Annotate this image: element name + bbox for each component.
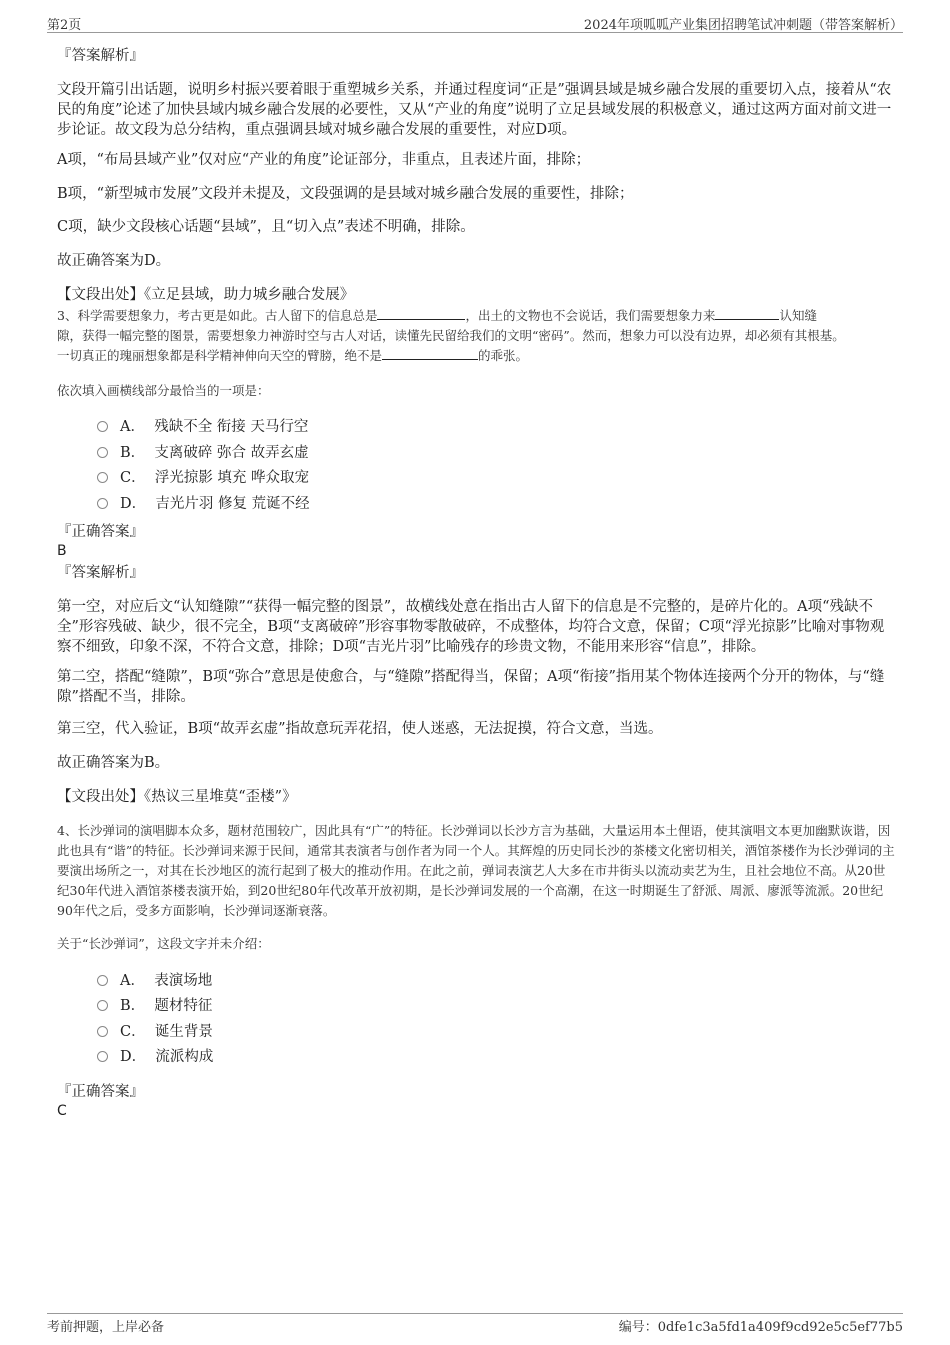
footer-serial: 编号：0dfe1c3a5fd1a409f9cd92e5c5ef77b5 xyxy=(618,1320,903,1335)
q2-conclusion: 故正确答案为D。 xyxy=(57,253,171,269)
q3-analysis-para3: 第三空，代入验证，B项“故弄玄虚”指故意玩弄花招，使人迷惑，无法捉摸，符合文意，当选。 xyxy=(57,721,663,737)
q2-analysis-label: 『答案解析』 xyxy=(57,48,144,64)
q3-conclusion: 故正确答案为B。 xyxy=(57,755,170,771)
radio-icon[interactable] xyxy=(97,975,108,986)
radio-icon[interactable] xyxy=(97,1026,108,1037)
q3-answer: B xyxy=(57,543,67,559)
radio-icon[interactable] xyxy=(97,447,108,458)
q3-option-c[interactable]: C． 浮光掠影 填充 哗众取宠 xyxy=(97,467,309,489)
blank-3 xyxy=(382,347,478,360)
q3-analysis-label: 『答案解析』 xyxy=(57,565,144,581)
q4-option-d[interactable]: D． 流派构成 xyxy=(97,1046,213,1068)
q4-option-c[interactable]: C． 诞生背景 xyxy=(97,1021,213,1043)
q3-option-a[interactable]: A． 残缺不全 衔接 天马行空 xyxy=(97,416,308,438)
radio-icon[interactable] xyxy=(97,1000,108,1011)
page-footer xyxy=(47,1313,903,1335)
q2-analysis-option-b: B项，“新型城市发展”文段并未提及，文段强调的是县域对城乡融合发展的重要性，排除； xyxy=(57,186,634,202)
q4-prompt: 关于“长沙弹词”，这段文字并未介绍： xyxy=(57,936,270,951)
q3-prompt: 依次填入画横线部分最恰当的一项是： xyxy=(57,383,270,398)
page-number: 第2页 xyxy=(47,18,82,33)
q2-analysis-para1: 文段开篇引出话题，说明乡村振兴要着眼于重塑城乡关系，并通过程度词“正是”强调县域是城乡融合发展的重要切入点，接着从“农民的角度”论述了加快县域内城乡融合发展的必要性，又从“产业的角度”说明了立足县域发展的积极意义，通过这两方面对前文进一步论证。故文段为总分结构，重点强调县域对城乡融合发展的重要性，对应D项。 xyxy=(57,82,892,138)
q3-analysis-para2: 第二空，搭配“缝隙”，B项“弥合”意思是使愈合，与“缝隙”搭配得当，保留；A项“衔接”指用某个物体连接两个分开的物体，与“缝隙”搭配不当，排除。 xyxy=(57,669,885,705)
radio-icon[interactable] xyxy=(97,421,108,432)
footer-slogan: 考前押题，上岸必备 xyxy=(47,1320,165,1335)
radio-icon[interactable] xyxy=(97,498,108,509)
page-header xyxy=(47,14,903,33)
document-title: 2024年项呱呱产业集团招聘笔试冲刺题（带答案解析） xyxy=(583,18,903,33)
q3-answer-label: 『正确答案』 xyxy=(57,524,144,540)
blank-2 xyxy=(715,307,779,320)
q3-stem: 3、科学需要想象力，考古更是如此。古人留下的信息总是 ，出土的文物也不会说话，我们需要想象力来 认知缝 隙，获得一幅完整的图景，需要想象力神游时空与古人对话，读懂先民留给我们的文明“密码”。然而，想象力可以没有边界，却必须有其根基。 一切真正的瑰丽想象都是科学精神伸向天空的臂膀，绝不是 的乖张。 xyxy=(57,308,845,363)
q3-option-b[interactable]: B． 支离破碎 弥合 故弄玄虚 xyxy=(97,442,309,464)
q3-analysis-para1: 第一空，对应后文“认知缝隙”“获得一幅完整的图景”，故横线处意在指出古人留下的信息是不完整的，是碎片化的。A项“残缺不全”形容残破、缺少，很不完全，B项“支离破碎”形容事物零散破碎，不成整体，均符合文意，保留；C项“浮光掠影”比喻对事物观察不细致，印象不深，不符合文意，排除；D项“吉光片羽”比喻残存的珍贵文物，不能用来形容“信息”，排除。 xyxy=(57,599,885,655)
q2-analysis-option-a: A项，“布局县域产业”仅对应“产业的角度”论证部分，非重点，且表述片面，排除； xyxy=(57,152,591,168)
q2-analysis-option-c: C项，缺少文段核心话题“县域”，且“切入点”表述不明确，排除。 xyxy=(57,219,475,235)
q3-source: 【文段出处】《热议三星堆莫“歪楼”》 xyxy=(57,789,297,805)
q4-answer-label: 『正确答案』 xyxy=(57,1084,144,1100)
q4-option-a[interactable]: A． 表演场地 xyxy=(97,970,212,992)
radio-icon[interactable] xyxy=(97,1051,108,1062)
q2-source: 【文段出处】《立足县域，助力城乡融合发展》 xyxy=(57,287,355,303)
blank-1 xyxy=(377,307,465,320)
q4-answer: C xyxy=(57,1103,67,1119)
q4-option-b[interactable]: B． 题材特征 xyxy=(97,995,212,1017)
q3-option-d[interactable]: D． 吉光片羽 修复 荒诞不经 xyxy=(97,493,310,515)
q4-stem: 4、长沙弹词的演唱脚本众多，题材范围较广，因此具有“广”的特征。长沙弹词以长沙方言为基础，大量运用本土俚语，使其演唱文本更加幽默诙谐，因此也具有“谐”的特征。长沙弹词来源于民间，通常其表演者与创作者为同一个人。其辉煌的历史同长沙的茶楼文化密切相关，酒馆茶楼作为长沙弹词的主要演出场所之一，对其在长沙地区的流行起到了极大的推动作用。在此之前，弹词表演艺人大多在市井街头以流动卖艺为生，且社会地位不高。从20世纪30年代进入酒馆茶楼表演开始，到20世纪80年代改革开放初期，是长沙弹词发展的一个高潮，在这一时期诞生了舒派、周派、廖派等流派。20世纪90年代之后，受多方面影响，长沙弹词逐渐衰落。 xyxy=(57,823,895,918)
radio-icon[interactable] xyxy=(97,472,108,483)
